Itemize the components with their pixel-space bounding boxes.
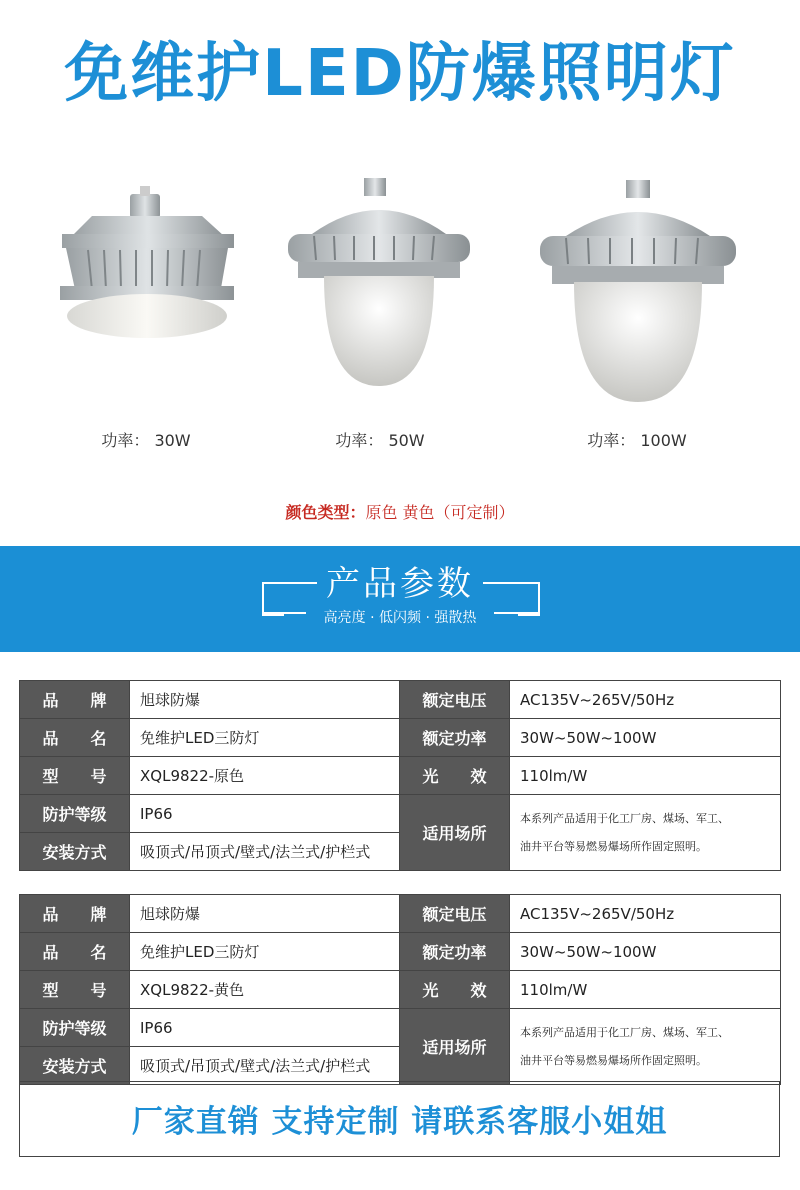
- spec-value: XQL9822-原色: [130, 757, 400, 795]
- table-row: [20, 1009, 781, 1047]
- spec-value: IP66: [130, 1009, 400, 1047]
- table-row: [20, 719, 781, 757]
- spec-key: 额定功率: [400, 719, 510, 757]
- scope-line: 油井平台等易燃易爆场所作固定照明。: [520, 839, 707, 853]
- power-label-30w: 功率： 30W: [101, 431, 191, 450]
- spec-key: 额定电压: [400, 681, 510, 719]
- table-row: [20, 757, 781, 795]
- spec-key: 防护等级: [20, 1009, 130, 1047]
- color-types: [0, 500, 800, 523]
- spec-key: 品 名: [20, 933, 130, 971]
- scope-line: 油井平台等易燃易爆场所作固定照明。: [520, 1053, 707, 1067]
- footer-slogan: 厂家直销 支持定制 请联系客服小姐姐: [131, 1104, 668, 1140]
- spec-key: 额定电压: [400, 895, 510, 933]
- banner-subtitle: 高亮度 · 低闪频 · 强散热: [323, 610, 477, 626]
- spec-scope-note: [510, 1009, 781, 1085]
- spec-key: 安装方式: [20, 1047, 130, 1085]
- spec-value: 旭球防爆: [130, 681, 400, 719]
- spec-value: 吸顶式/吊顶式/壁式/法兰式/护栏式: [130, 1047, 400, 1085]
- spec-table-yellow: [19, 894, 781, 1085]
- spec-key: 型 号: [20, 757, 130, 795]
- spec-key: 品 牌: [20, 895, 130, 933]
- lamp-100w-image: [538, 178, 738, 404]
- table-row: [20, 933, 781, 971]
- spec-value: 110lm/W: [510, 757, 781, 795]
- spec-value: AC135V~265V/50Hz: [510, 895, 781, 933]
- spec-value: 30W~50W~100W: [510, 719, 781, 757]
- spec-value: 旭球防爆: [130, 895, 400, 933]
- color-types-value: 原色 黄色（可定制）: [365, 503, 515, 522]
- power-label-50w: 功率： 50W: [335, 431, 425, 450]
- spec-key: 额定功率: [400, 933, 510, 971]
- spec-key: 防护等级: [20, 795, 130, 833]
- color-types-label: 颜色类型：: [285, 503, 366, 522]
- table-row: [20, 971, 781, 1009]
- lamp-30w-image: [52, 186, 242, 346]
- lamp-50w-image: [284, 176, 474, 391]
- page-title: 免维护LED防爆照明灯: [64, 37, 736, 111]
- spec-value: IP66: [130, 795, 400, 833]
- table-row: [20, 795, 781, 833]
- spec-value: AC135V~265V/50Hz: [510, 681, 781, 719]
- spec-key: 品 牌: [20, 681, 130, 719]
- spec-value: 免维护LED三防灯: [130, 933, 400, 971]
- spec-value: 110lm/W: [510, 971, 781, 1009]
- spec-value: 30W~50W~100W: [510, 933, 781, 971]
- banner-title: 产品参数: [326, 564, 474, 604]
- spec-key: 光 效: [400, 757, 510, 795]
- power-label-100w: 功率： 100W: [587, 431, 687, 450]
- spec-value: 免维护LED三防灯: [130, 719, 400, 757]
- scope-line: 本系列产品适用于化工厂房、煤场、军工、: [520, 1025, 729, 1039]
- table-row: [20, 895, 781, 933]
- spec-value: 吸顶式/吊顶式/壁式/法兰式/护栏式: [130, 833, 400, 871]
- scope-line: 本系列产品适用于化工厂房、煤场、军工、: [520, 811, 729, 825]
- spec-scope-note: [510, 795, 781, 871]
- spec-key: 安装方式: [20, 833, 130, 871]
- spec-key: 适用场所: [400, 1009, 510, 1085]
- spec-table-natural: [19, 680, 781, 871]
- spec-key: 品 名: [20, 719, 130, 757]
- spec-key: 适用场所: [400, 795, 510, 871]
- spec-key: 型 号: [20, 971, 130, 1009]
- table-row: [20, 681, 781, 719]
- spec-value: XQL9822-黄色: [130, 971, 400, 1009]
- spec-key: 光 效: [400, 971, 510, 1009]
